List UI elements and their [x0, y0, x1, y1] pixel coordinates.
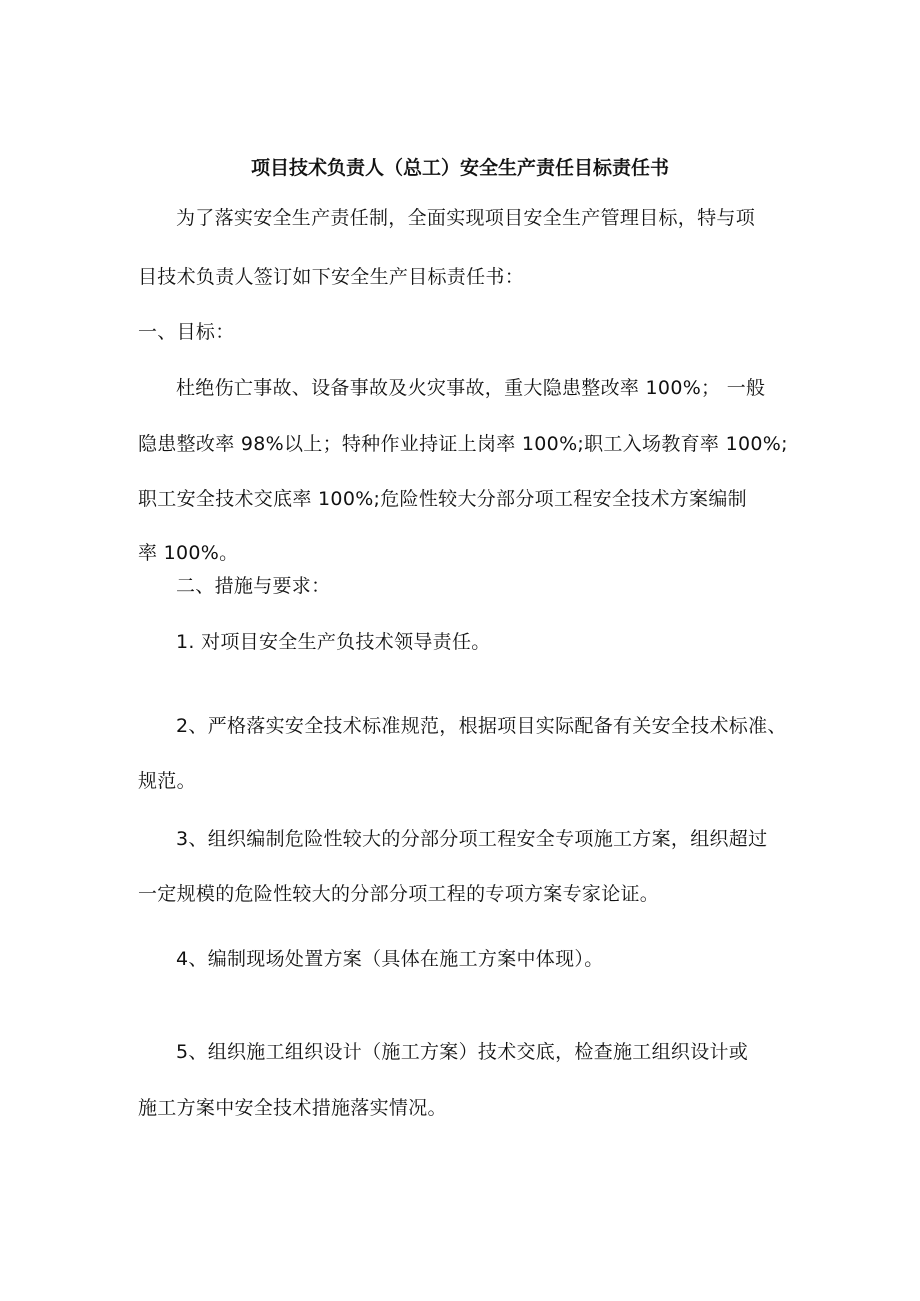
goals-line-2: 隐患整改率 98%以上；特种作业持证上岗率 100%;职工入场教育率 100%; [138, 433, 788, 455]
section-2-heading: 二、措施与要求： [176, 575, 331, 597]
item-3-line-1: 3、组织编制危险性较大的分部分项工程安全专项施工方案，组织超过 [176, 828, 768, 850]
section-1-heading: 一、目标： [138, 321, 235, 343]
item-4: 4、编制现场处置方案（具体在施工方案中体现）。 [176, 948, 604, 970]
item-2-line-1: 2、严格落实安全技术标准规范，根据项目实际配备有关安全技术标准、 [176, 715, 787, 737]
intro-line-1: 为了落实安全生产责任制，全面实现项目安全生产管理目标，特与项 [176, 207, 756, 229]
goals-line-3: 职工安全技术交底率 100%;危险性较大分部分项工程安全技术方案编制 [138, 488, 747, 510]
item-5-line-2: 施工方案中安全技术措施落实情况。 [138, 1097, 447, 1119]
goals-line-4: 率 100%。 [138, 542, 239, 564]
item-1: 1. 对项目安全生产负技术领导责任。 [176, 631, 491, 653]
intro-line-2: 目技术负责人签订如下安全生产目标责任书： [138, 266, 525, 288]
item-3-line-2: 一定规模的危险性较大的分部分项工程的专项方案专家论证。 [138, 883, 660, 905]
item-2-line-2: 规范。 [138, 770, 196, 792]
goals-line-1: 杜绝伤亡事故、设备事故及火灾事故，重大隐患整改率 100%； 一般 [176, 377, 766, 399]
document-title: 项目技术负责人（总工）安全生产责任目标责任书 [250, 157, 669, 179]
item-5-line-1: 5、组织施工组织设计（施工方案）技术交底，检查施工组织设计或 [176, 1041, 749, 1063]
